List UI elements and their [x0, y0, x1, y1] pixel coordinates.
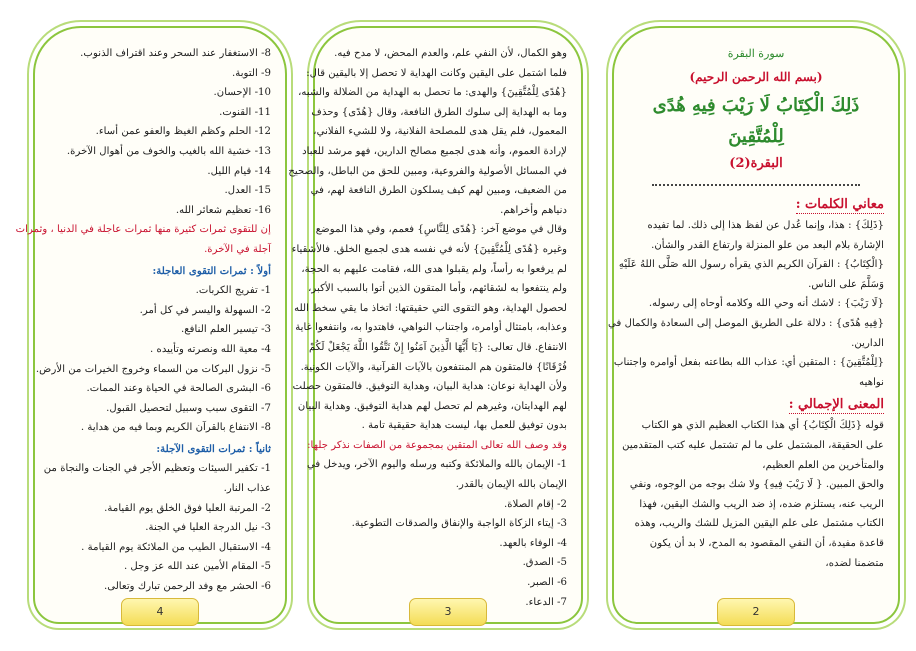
text-line: على الحقيقة، المشتمل على ما لم تشتمل عليه كتب المتقدمين: [622, 439, 884, 451]
list-item: 2- المرتبة العليا فوق الخلق يوم القيامة.: [104, 502, 271, 514]
surah-name: سورة البقرة: [727, 47, 785, 60]
text-line: {هُدًى لِلْمُتَّقِينَ} والهدى: ما تحصل به الهداية من الضلالة والشبه،: [298, 87, 567, 99]
heading-immediate-fruits: أولاً : ثمرات التقوى العاجلة:: [152, 264, 271, 277]
list-item: 11- القنوت.: [219, 106, 271, 118]
heading-overall-meaning: المعنى الإجمالي :: [788, 397, 884, 413]
page-4-content: [15, 44, 271, 596]
text-line: المعمول، فلم يقل هدى للمصلحة الفلانية، ولا للشيء الفلاني،: [313, 126, 567, 138]
text-line: لم يرفعوا به رأساً، ولم يقبلوا هدى الله، فقامت عليهم به الحجة،: [301, 263, 567, 275]
text-line: دنياهم وأخراهم.: [500, 204, 567, 216]
text-line: وما به الهداية إلى سلوك الطرق النافعة، وقال {هُدًى} وحذف: [311, 106, 567, 118]
attributes-intro: وقد وصف الله تعالى المتقين بمجموعة من الصفات نذكر جلها:: [307, 439, 567, 451]
text-line: وَسَلَّمَ على الناس.: [808, 278, 884, 290]
text-line: الدارين.: [851, 337, 884, 349]
page-2-panel: [607, 26, 900, 624]
list-item: 3- نيل الدرجة العليا في الجنة.: [145, 522, 271, 534]
text-line: قاعدة مفيدة، أن النفي المقصود به المدح، لا بد أن يكون: [649, 537, 884, 549]
page-number-3: 3: [409, 598, 487, 626]
list-item: الإيمان بالله الإيمان بالقدر.: [455, 479, 567, 491]
list-item: 7- الدعاء.: [525, 596, 567, 608]
text-line: {ذَلِكَ} : هذا، وإنما عُدل عن لفظ هذا إلى ذلك. لما تفيده: [647, 220, 884, 231]
list-item: 14- قيام الليل.: [207, 165, 271, 177]
list-item: 12- الحلم وكظم الغيظ والعفو عمن أساء.: [95, 126, 271, 138]
dotted-divider: [652, 182, 860, 186]
text-line: من الضعيف، ومبين لهم كيف يسلكون الطرق النافعة لهم، في: [310, 185, 567, 197]
heading-word-meanings: معاني الكلمات :: [795, 197, 884, 212]
page-4-panel: [15, 26, 287, 624]
text-line: ولأن الهداية نوعان: هداية البيان، وهداية التوفيق. فالمتقون حصلت: [292, 381, 567, 393]
list-item: 1- الإيمان بالله والملائكة وكتبه ورسله واليوم الآخر، ويدخل في: [306, 459, 567, 471]
list-item: 5- المقام الأمين عند الله عز وجل .: [123, 561, 271, 573]
list-item: 16- تعظيم شعائر الله.: [175, 204, 271, 216]
text-line: في المسائل الأصولية والفروعية، ومبين للحق من الباطل، والصحيح: [288, 165, 567, 177]
text-line: فلما اشتمل على اليقين وكانت الهداية لا تحصل إلا باليقين قال:: [306, 67, 567, 79]
verse-line-2: لِلْمُتَّقِينَ: [728, 126, 784, 147]
text-line: {لِلْمُتَّقِينَ} : المتقين أي: عذاب الله بطاعته بفعل أوامره واجتناب: [613, 357, 884, 369]
list-item: 10- الإحسان.: [213, 87, 271, 99]
text-line: {لَا رَيْبَ} : لاشك أنه وحي الله وكلامه أوحاه إلى رسوله.: [648, 298, 884, 310]
text-line: {الْكِتَابُ} : القرآن الكريم الذي يقرأه رسول الله صَلَّى اللهُ عَلَيْهِ: [618, 259, 884, 271]
list-item: 6- البشرى الصالحة في الحياة وعند الممات.: [86, 383, 271, 395]
page-number-4: 4: [121, 598, 199, 626]
verse-reference: البقرة(2): [729, 156, 783, 171]
list-item: 6- الحشر مع وفد الرحمن تبارك وتعالى.: [103, 581, 271, 593]
page-2-content: [607, 44, 884, 596]
list-item: 8- الانتفاع بالقرآن الكريم وبما فيه من هداية .: [80, 422, 271, 434]
list-item: 13- خشية الله بالغيب والخوف من أهوال الآخرة.: [66, 145, 271, 157]
text-line: وعذابه، بامتثال أوامره، واجتناب النواهي، فاهتدوا به، وانتفعوا غاية: [295, 322, 567, 334]
text-line: الإشارة بلام البعد من علو المنزلة وارتفاع القدر والشأن.: [651, 239, 884, 251]
list-item: 3- تيسير العلم النافع.: [181, 324, 271, 336]
text-line: فُرْقَانًا} فالمتقون هم المنتفعون بالآيات القرآنية، والآيات الكونية.: [300, 361, 567, 373]
list-item: 4- معية الله ونصرته وتأييده .: [150, 343, 271, 355]
page-number-2: 2: [717, 598, 795, 626]
text-line: الانتفاع. قال تعالى: {يَا أَيُّهَا الَّذِينَ آمَنُوا إِنْ تَتَّقُوا اللَّهَ يَجْعَلْ لَكُمْ: [308, 341, 567, 353]
list-item: 15- العدل.: [224, 185, 271, 197]
text-line: والحق المبين. { لَا رَيْبَ فِيهِ} ولا شك بوجه من الوجوه، ونفي: [629, 479, 884, 491]
text-line: قوله {ذَلِكَ الْكِتَابُ} أي هذا الكتاب العظيم الذي هو الكتاب: [641, 420, 884, 432]
list-item: 4- الوفاء بالعهد.: [499, 537, 567, 549]
verse-line-1: ذَلِكَ الْكِتَابُ لَا رَيْبَ فِيهِ هُدًى: [652, 95, 860, 116]
list-item: 1- تكفير السيئات وتعظيم الأجر في الجنات والنجاة من: [43, 463, 271, 475]
text-line: لهم الهدايتان، وغيرهم لم تحصل لهم هداية التوفيق. وهداية البيان: [297, 400, 567, 412]
list-item: 3- إيتاء الزكاة الواجبة والإنفاق والصدقات التطوعية.: [351, 518, 567, 530]
text-line: نواهيه: [859, 376, 884, 388]
intro-text: إن للتقوى ثمرات كثيرة منها ثمرات عاجلة في الدنيا ، وثمرات: [15, 224, 271, 236]
list-item: 7- التقوى سبب وسبيل لتحصيل القبول.: [106, 402, 271, 414]
list-item: 5- نزول البركات من السماء وخروج الخيرات من الأرض.: [35, 363, 271, 375]
text-line: {فِيهِ هُدًى} : دلالة على الطريق الموصل إلى السعادة والكمال في: [607, 317, 884, 329]
text-line: متضمنا لضده،: [825, 557, 884, 569]
list-item: 1- تفريج الكربات.: [195, 285, 271, 297]
text-line: الكتاب مشتمل على علم اليقين المزيل للشك والريب، وهذه: [634, 518, 884, 530]
text-line: الريب عنه، يستلزم ضده، إذ ضد الريب والشك اليقين، فهذا: [639, 498, 884, 510]
list-item: 6- الصبر.: [527, 577, 567, 589]
list-item: 9- التوبة.: [232, 67, 271, 79]
list-item: 5- الصدق.: [522, 557, 567, 569]
text-line: لحصول الهداية، وهو التقوى التي حقيقتها: اتخاذ ما يقي سخط الله: [294, 302, 567, 314]
list-item: 2- السهولة واليسر في كل أمر.: [139, 304, 271, 316]
list-item: 2- إقام الصلاة.: [504, 498, 567, 510]
text-line: بدون توفيق للعمل بها، ليست هداية حقيقية تامة .: [361, 420, 567, 432]
list-item: عذاب النار.: [223, 483, 271, 495]
list-item: 8- الاستغفار عند السحر وعند اقتراف الذنوب.: [80, 48, 271, 59]
text-line: لإرادة العموم، وأنه هدى لجميع مصالح الدارين، فهو مرشد للعباد: [302, 145, 567, 157]
text-line: وقال في موضع آخر: {هُدًى لِلنَّاسِ} فعمم، وفي هذا الموضع: [315, 224, 567, 236]
page-3-panel: [288, 26, 583, 624]
text-line: وغيره {هُدًى لِلْمُتَّقِينَ} لأنه في نفسه هدى لجميع الخلق. فالأشقياء: [291, 243, 567, 255]
page-3-content: [288, 44, 567, 608]
text-line: والمتأخرين من العلم العظيم،: [762, 459, 884, 471]
text-line: ولم ينتفعوا به لشقائهم، وأما المتقون الذين أتوا بالسبب الأكبر،: [308, 283, 567, 295]
list-item: 4- الاستقبال الطيب من الملائكة يوم القيامة .: [81, 541, 271, 553]
text-line: وهو الكمال، لأن النفي علم، والعدم المحض، لا مدح فيه.: [334, 48, 567, 59]
intro-text: آجلة في الآخرة.: [204, 243, 271, 255]
heading-deferred-fruits: ثانياً : ثمرات التقوى الآجلة:: [156, 442, 271, 455]
basmala: (بسم الله الرحمن الرحيم): [689, 70, 823, 84]
